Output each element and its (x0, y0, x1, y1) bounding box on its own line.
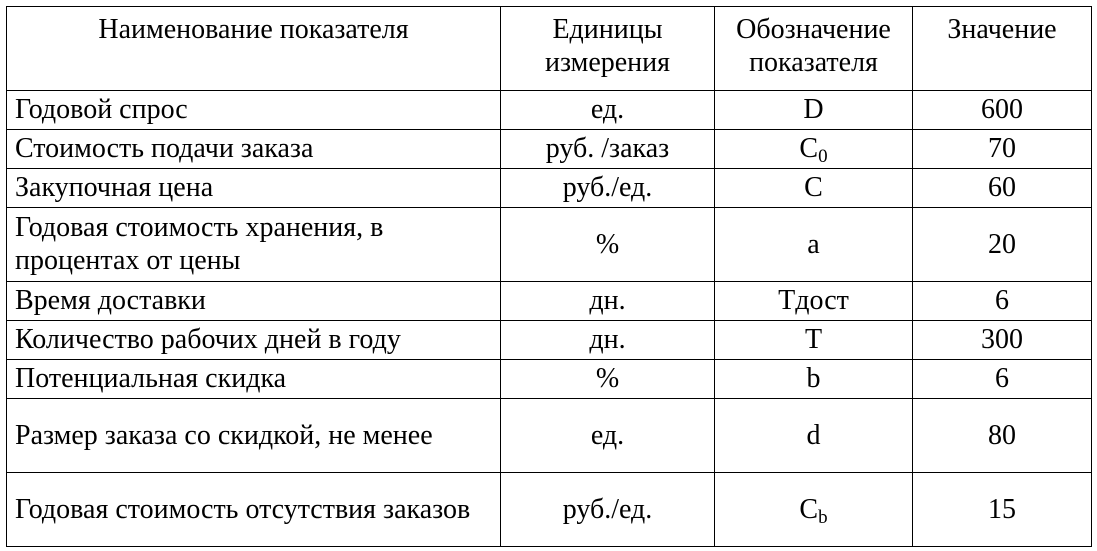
row-name: Годовая стоимость отсутствия заказов (7, 473, 501, 547)
row-name: Потенциальная скидка (7, 360, 501, 399)
parameters-table (6, 6, 1092, 547)
table-row (7, 321, 1092, 360)
symbol-base: C (799, 133, 819, 164)
row-name: Размер заказа со скидкой, не менее (7, 399, 501, 473)
header-value: Значение (913, 7, 1092, 91)
symbol-base: D (803, 94, 824, 125)
row-unit: % (501, 208, 715, 282)
symbol-subscript: b (818, 506, 828, 528)
row-unit: дн. (501, 282, 715, 321)
symbol-base: T (804, 324, 823, 355)
row-value: 300 (913, 321, 1092, 360)
row-name: Стоимость подачи заказа (7, 130, 501, 169)
row-unit: % (501, 360, 715, 399)
row-name: Годовой спрос (7, 91, 501, 130)
row-value: 80 (913, 399, 1092, 473)
table-row (7, 169, 1092, 208)
row-value: 600 (913, 91, 1092, 130)
symbol-base: a (807, 228, 820, 260)
row-symbol (715, 130, 913, 169)
table-row (7, 130, 1092, 169)
row-symbol (715, 91, 913, 130)
symbol-subscript: 0 (818, 146, 828, 167)
parameters-table-container (6, 6, 1092, 547)
row-value: 6 (913, 360, 1092, 399)
row-unit: руб./ед. (501, 473, 715, 547)
row-symbol (715, 473, 913, 547)
header-unit: Единицы измерения (501, 7, 715, 91)
row-name: Количество рабочих дней в году (7, 321, 501, 360)
row-value: 15 (913, 473, 1092, 547)
row-unit: руб. /заказ (501, 130, 715, 169)
row-symbol (715, 321, 913, 360)
row-unit: ед. (501, 91, 715, 130)
symbol-base: d (806, 419, 821, 451)
row-name: Время доставки (7, 282, 501, 321)
row-value: 60 (913, 169, 1092, 208)
row-value: 6 (913, 282, 1092, 321)
table-row (7, 208, 1092, 282)
table-row (7, 282, 1092, 321)
row-value: 70 (913, 130, 1092, 169)
symbol-base: b (806, 363, 821, 394)
row-unit: ед. (501, 399, 715, 473)
symbol-base: C (799, 493, 819, 525)
row-value: 20 (913, 208, 1092, 282)
header-symbol: Обозначение показателя (715, 7, 913, 91)
row-name: Закупочная цена (7, 169, 501, 208)
row-symbol (715, 208, 913, 282)
table-row (7, 360, 1092, 399)
row-symbol (715, 282, 913, 321)
table-row (7, 91, 1092, 130)
table-header-row (7, 7, 1092, 91)
table-row (7, 399, 1092, 473)
row-symbol (715, 169, 913, 208)
row-unit: руб./ед. (501, 169, 715, 208)
row-unit: дн. (501, 321, 715, 360)
row-symbol (715, 399, 913, 473)
row-symbol (715, 360, 913, 399)
table-row (7, 473, 1092, 547)
header-name: Наименование показателя (7, 7, 501, 91)
symbol-base: Tдост (778, 285, 849, 316)
symbol-base: C (804, 172, 823, 203)
row-name: Годовая стоимость хранения, в процентах от цены (7, 208, 501, 282)
